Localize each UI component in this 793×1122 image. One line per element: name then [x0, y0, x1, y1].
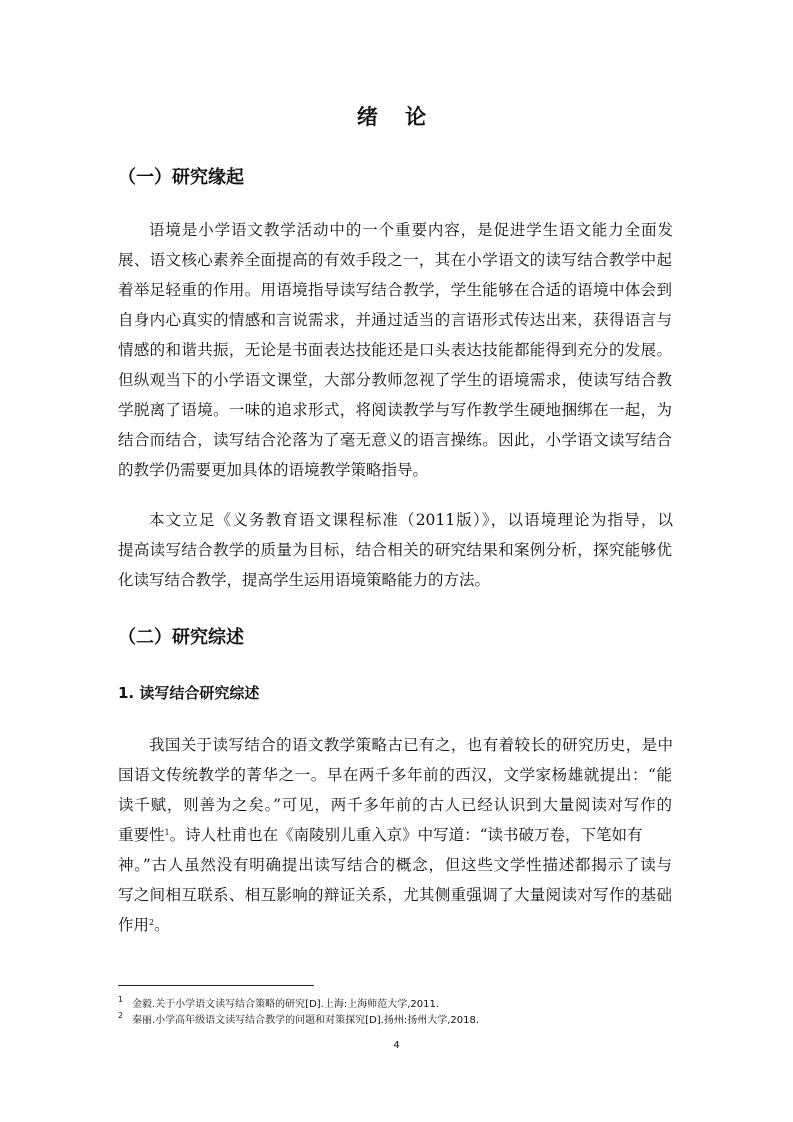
text-line: 化读写结合教学，提高学生运用语境策略能力的方法。 [118, 571, 491, 589]
text-line: 但纵观当下的小学语文课堂，大部分教师忽视了学生的语境需求，使读写结合教 [118, 371, 672, 389]
page-number: 4 [393, 1040, 400, 1051]
footnote-number: 1 [118, 995, 124, 1004]
text-line [118, 820, 672, 850]
footnote-1 [118, 995, 439, 1010]
text-line: 我国关于读写结合的语文教学策略古已有之，也有着较长的研究历史，是中 [149, 736, 673, 754]
text-line: 学脱离了语境。一味的追求形式，将阅读教学与写作教学生硬地捆绑在一起，为 [118, 401, 672, 419]
chapter-title: 绪 论 [356, 105, 437, 129]
text-line: 提高读写结合教学的质量为目标，结合相关的研究结果和案例分析，探究能够优 [118, 541, 672, 559]
text-fragment: 作用 [118, 916, 150, 934]
text-line: 的教学仍需要更加具体的语境教学策略指导。 [118, 461, 429, 479]
text-line: 神。”古人虽然没有明确提出读写结合的概念，但这些文学性描述都揭示了读与 [118, 856, 672, 874]
subsection-heading-reading-writing-review: 1. 读写结合研究综述 [118, 684, 260, 702]
text-fragment: 。诗人杜甫也在《南陵别儿重入京》中写道：“读书破万卷，下笔如有 [169, 826, 643, 844]
text-line: 读千赋，则善为之矣。”可见，两千多年前的古人已经认识到大量阅读对写作的 [118, 796, 672, 814]
text-line: 国语文传统教学的菁华之一。早在两千多年前的西汉，文学家杨雄就提出：“能 [118, 766, 672, 784]
text-line: 自身内心真实的情感和言说需求，并通过适当的言语形式传达出来，获得语言与 [118, 311, 672, 329]
footnote-divider [118, 985, 314, 986]
text-fragment: 。 [154, 916, 170, 934]
text-line [118, 910, 672, 940]
text-line: 情感的和谐共振，无论是书面表达技能还是口头表达技能都能得到充分的发展。 [118, 341, 672, 359]
text-fragment: 重要性 [118, 826, 165, 844]
footnote-ref-2[interactable]: 2 [149, 918, 155, 927]
section-heading-research-origin: （一）研究缘起 [118, 167, 244, 188]
section-heading-research-review: （二）研究综述 [118, 627, 244, 648]
footnote-text: 金毅.关于小学语文读写结合策略的研究[D].上海:上海师范大学,2011. [132, 999, 440, 1010]
text-line: 写之间相互联系、相互影响的辩证关系，尤其侧重强调了大量阅读对写作的基础 [118, 886, 672, 904]
footnote-ref-1[interactable]: 1 [164, 828, 170, 837]
text-line: 着举足轻重的作用。用语境指导读写结合教学，学生能够在合适的语境中体会到 [118, 281, 672, 299]
footnote-text: 秦丽.小学高年级语文读写结合教学的问题和对策探究[D].扬州:扬州大学,2018. [132, 1015, 480, 1026]
text-line: 本文立足《义务教育语文课程标准（2011版）》，以语境理论为指导，以 [149, 511, 673, 529]
text-line: 展、语文核心素养全面提高的有效手段之一，其在小学语文的读写结合教学中起 [118, 251, 672, 269]
footnote-number: 2 [118, 1011, 124, 1020]
text-line: 语境是小学语文教学活动中的一个重要内容，是促进学生语文能力全面发 [149, 221, 673, 239]
footnote-2 [118, 1011, 479, 1026]
text-line: 结合而结合，读写结合沦落为了毫无意义的语言操练。因此，小学语文读写结合 [118, 431, 672, 449]
